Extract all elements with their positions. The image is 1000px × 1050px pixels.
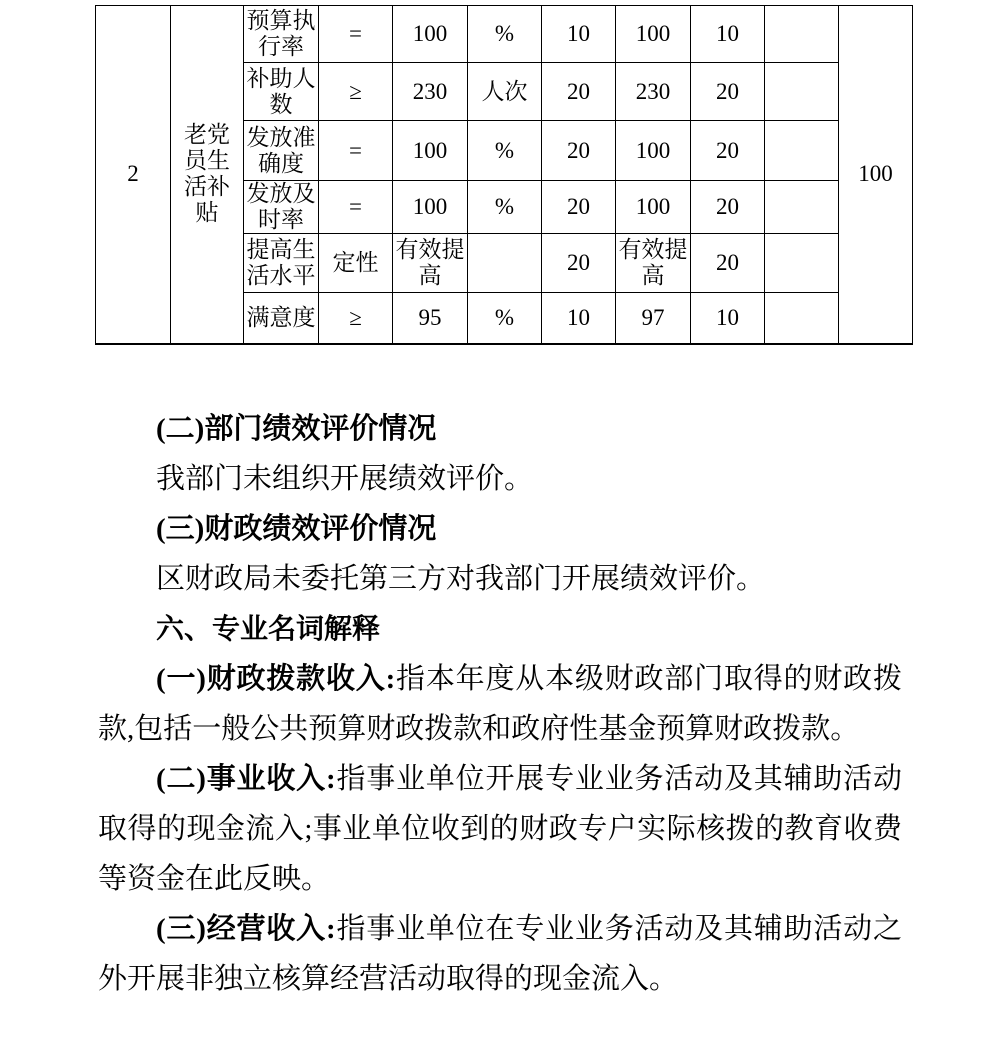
score-cell: 10 <box>691 293 765 344</box>
total-score-cell: 100 <box>839 6 913 344</box>
performance-indicator-table <box>95 5 913 345</box>
target-cell: 100 <box>393 6 468 63</box>
score-cell: 20 <box>691 121 765 181</box>
note-cell <box>765 6 839 63</box>
score-cell: 20 <box>691 63 765 121</box>
table-row <box>96 6 913 63</box>
note-cell <box>765 234 839 293</box>
weight-cell: 10 <box>542 6 616 63</box>
indicator-cell: 提高生活水平 <box>244 234 319 293</box>
term-paragraph-operating-income <box>98 904 902 1004</box>
actual-value-cell: 100 <box>616 6 691 63</box>
heading-fiscal-evaluation: (三)财政绩效评价情况 <box>156 513 437 545</box>
indicator-cell: 发放准确度 <box>244 121 319 181</box>
indicator-cell: 满意度 <box>244 293 319 344</box>
project-name-cell: 老党员生活补贴 <box>171 6 244 344</box>
heading-dept-evaluation: (二)部门绩效评价情况 <box>156 413 437 445</box>
unit-cell: % <box>468 121 542 181</box>
term-body: 指事业单位在专业业务活动及其辅助活动之外开展非独立核算经营活动取得的现金流入。 <box>98 913 902 995</box>
unit-cell: % <box>468 181 542 234</box>
actual-value-cell: 100 <box>616 121 691 181</box>
term-body: 指本年度从本级财政部门取得的财政拨款,包括一般公共预算财政拨款和政府性基金预算财政拨款。 <box>98 663 902 745</box>
unit-cell: % <box>468 293 542 344</box>
seq-cell: 2 <box>96 6 171 344</box>
heading-terms: 六、专业名词解释 <box>156 613 381 644</box>
term-lead: (一)财政拨款收入: <box>156 663 396 695</box>
indicator-cell: 预算执行率 <box>244 6 319 63</box>
target-cell: 230 <box>393 63 468 121</box>
term-body: 指事业单位开展专业业务活动及其辅助活动取得的现金流入;事业单位收到的财政专户实际核拨的教育收费等资金在此反映。 <box>98 763 902 895</box>
note-cell <box>765 181 839 234</box>
target-cell: 95 <box>393 293 468 344</box>
target-cell: 100 <box>393 121 468 181</box>
relation-cell: = <box>319 6 393 63</box>
target-cell: 有效提高 <box>393 234 468 293</box>
term-paragraph-institutional-income <box>98 754 902 904</box>
relation-cell: 定性 <box>319 234 393 293</box>
weight-cell: 20 <box>542 121 616 181</box>
unit-cell <box>468 234 542 293</box>
weight-cell: 10 <box>542 293 616 344</box>
target-cell: 100 <box>393 181 468 234</box>
unit-cell: 人次 <box>468 63 542 121</box>
note-cell <box>765 293 839 344</box>
unit-cell: % <box>468 6 542 63</box>
relation-cell: = <box>319 121 393 181</box>
weight-cell: 20 <box>542 63 616 121</box>
relation-cell: ≥ <box>319 63 393 121</box>
note-cell <box>765 121 839 181</box>
score-cell: 20 <box>691 234 765 293</box>
note-cell <box>765 63 839 121</box>
term-lead: (三)经营收入: <box>156 913 336 945</box>
actual-value-cell: 230 <box>616 63 691 121</box>
weight-cell: 20 <box>542 181 616 234</box>
actual-value-cell: 100 <box>616 181 691 234</box>
indicator-cell: 补助人数 <box>244 63 319 121</box>
relation-cell: ≥ <box>319 293 393 344</box>
term-paragraph-fiscal-appropriation <box>98 654 902 754</box>
para-fiscal-evaluation: 区财政局未委托第三方对我部门开展绩效评价。 <box>156 563 766 595</box>
actual-value-cell: 有效提高 <box>616 234 691 293</box>
score-cell: 10 <box>691 6 765 63</box>
content-area <box>98 404 902 1004</box>
indicator-cell: 发放及时率 <box>244 181 319 234</box>
term-lead: (二)事业收入: <box>156 763 336 795</box>
weight-cell: 20 <box>542 234 616 293</box>
score-cell: 20 <box>691 181 765 234</box>
para-dept-evaluation: 我部门未组织开展绩效评价。 <box>156 463 534 495</box>
actual-value-cell: 97 <box>616 293 691 344</box>
relation-cell: = <box>319 181 393 234</box>
